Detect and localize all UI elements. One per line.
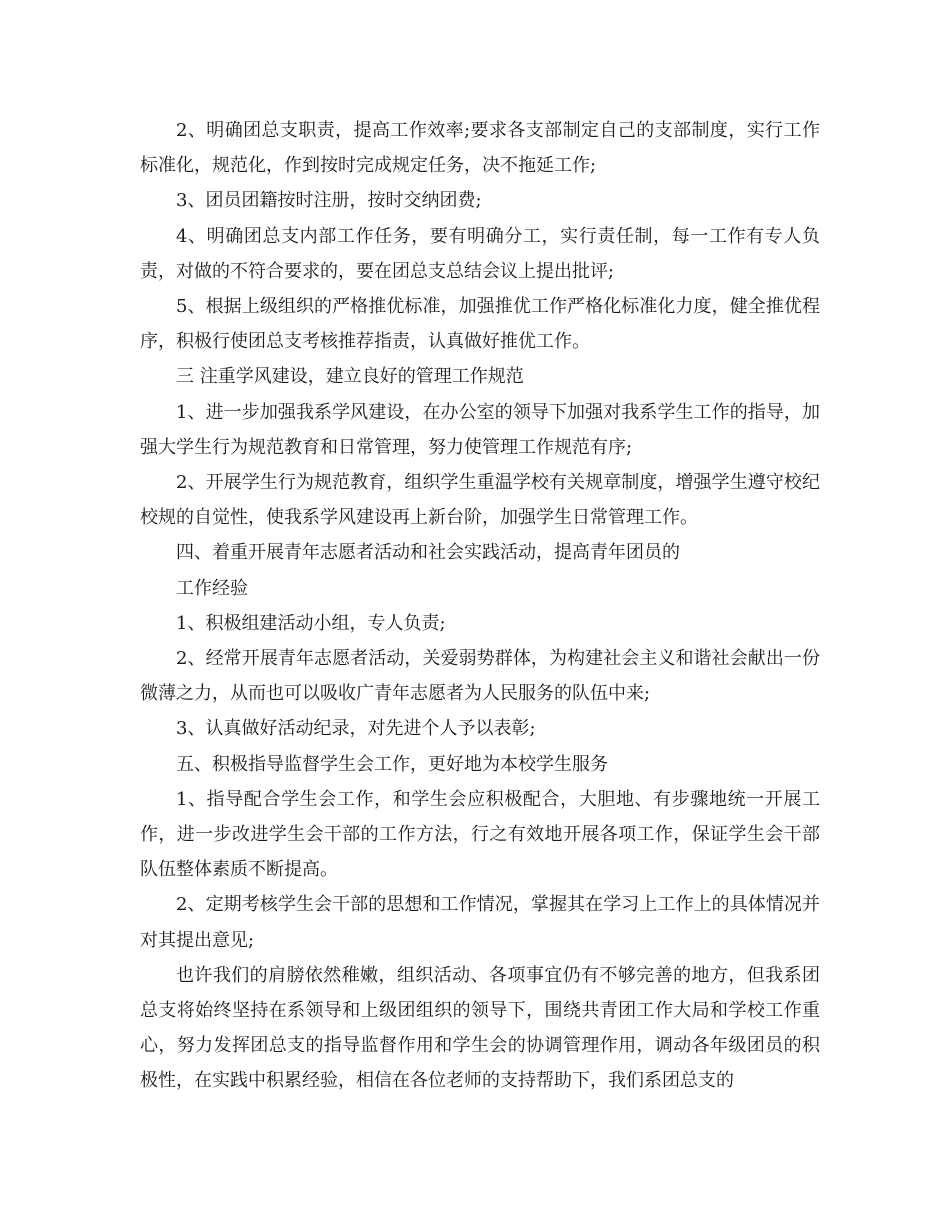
paragraph-item-3: 3、团员团籍按时注册，按时交纳团费; <box>176 190 482 212</box>
paragraph-item-2: 2、明确团总支职责，提高工作效率;要求各支部制定自己的支部制度，实行工作标准化，规范化，作到按时完成规定任务，决不拖延工作; <box>140 120 820 177</box>
paragraph-student-union-1: 1、指导配合学生会工作，和学生会应积极配合，大胆地、有步骤地统一开展工作，进一步改进学生会干部的工作方法，行之有效地开展各项工作，保证学生会干部队伍整体素质不断提高。 <box>140 788 820 881</box>
paragraph-item-4: 4、明确团总支内部工作任务，要有明确分工，实行责任制，每一工作有专人负责，对做的不符合要求的，要在团总支总结会议上提出批评; <box>140 225 820 282</box>
document-body <box>140 113 820 1099</box>
paragraph-closing: 也许我们的肩膀依然稚嫩，组织活动、各项事宜仍有不够完善的地方，但我系团总支将始终坚持在系领导和上级团组织的领导下，围绕共青团工作大局和学校工作重心，努力发挥团总支的指导监督作用和学生会的协调管理作用，调动各年级团员的积极性，在实践中积累经验，相信在各位老师的支持帮助下，我们系团总支的 <box>140 964 820 1092</box>
section-heading-5: 五、积极指导监督学生会工作，更好地为本校学生服务 <box>176 753 608 775</box>
paragraph-study-style-2: 2、开展学生行为规范教育，组织学生重温学校有关规章制度，增强学生遵守校纪校规的自觉性，使我系学风建设再上新台阶，加强学生日常管理工作。 <box>140 472 820 529</box>
paragraph-volunteer-1: 1、积极组建活动小组，专人负责; <box>176 612 446 634</box>
section-heading-3: 三 注重学风建设，建立良好的管理工作规范 <box>176 366 524 388</box>
section-heading-4: 四、着重开展青年志愿者活动和社会实践活动，提高青年团员的 <box>176 542 680 564</box>
paragraph-study-style-1: 1、进一步加强我系学风建设，在办公室的领导下加强对我系学生工作的指导，加强大学生行为规范教育和日常管理，努力使管理工作规范有序; <box>140 401 820 458</box>
paragraph-item-5: 5、根据上级组织的严格推优标准，加强推优工作严格化标准化力度，健全推优程序，积极行使团总支考核推荐指责，认真做好推优工作。 <box>140 296 820 353</box>
paragraph-student-union-2: 2、定期考核学生会干部的思想和工作情况，掌握其在学习上工作上的具体情况并对其提出意见; <box>140 894 820 951</box>
section-heading-4-continued: 工作经验 <box>176 577 248 599</box>
paragraph-volunteer-2: 2、经常开展青年志愿者活动，关爱弱势群体，为构建社会主义和谐社会献出一份微薄之力，从而也可以吸收广青年志愿者为人民服务的队伍中来; <box>140 648 820 705</box>
paragraph-volunteer-3: 3、认真做好活动纪录，对先进个人予以表彰; <box>176 718 536 740</box>
